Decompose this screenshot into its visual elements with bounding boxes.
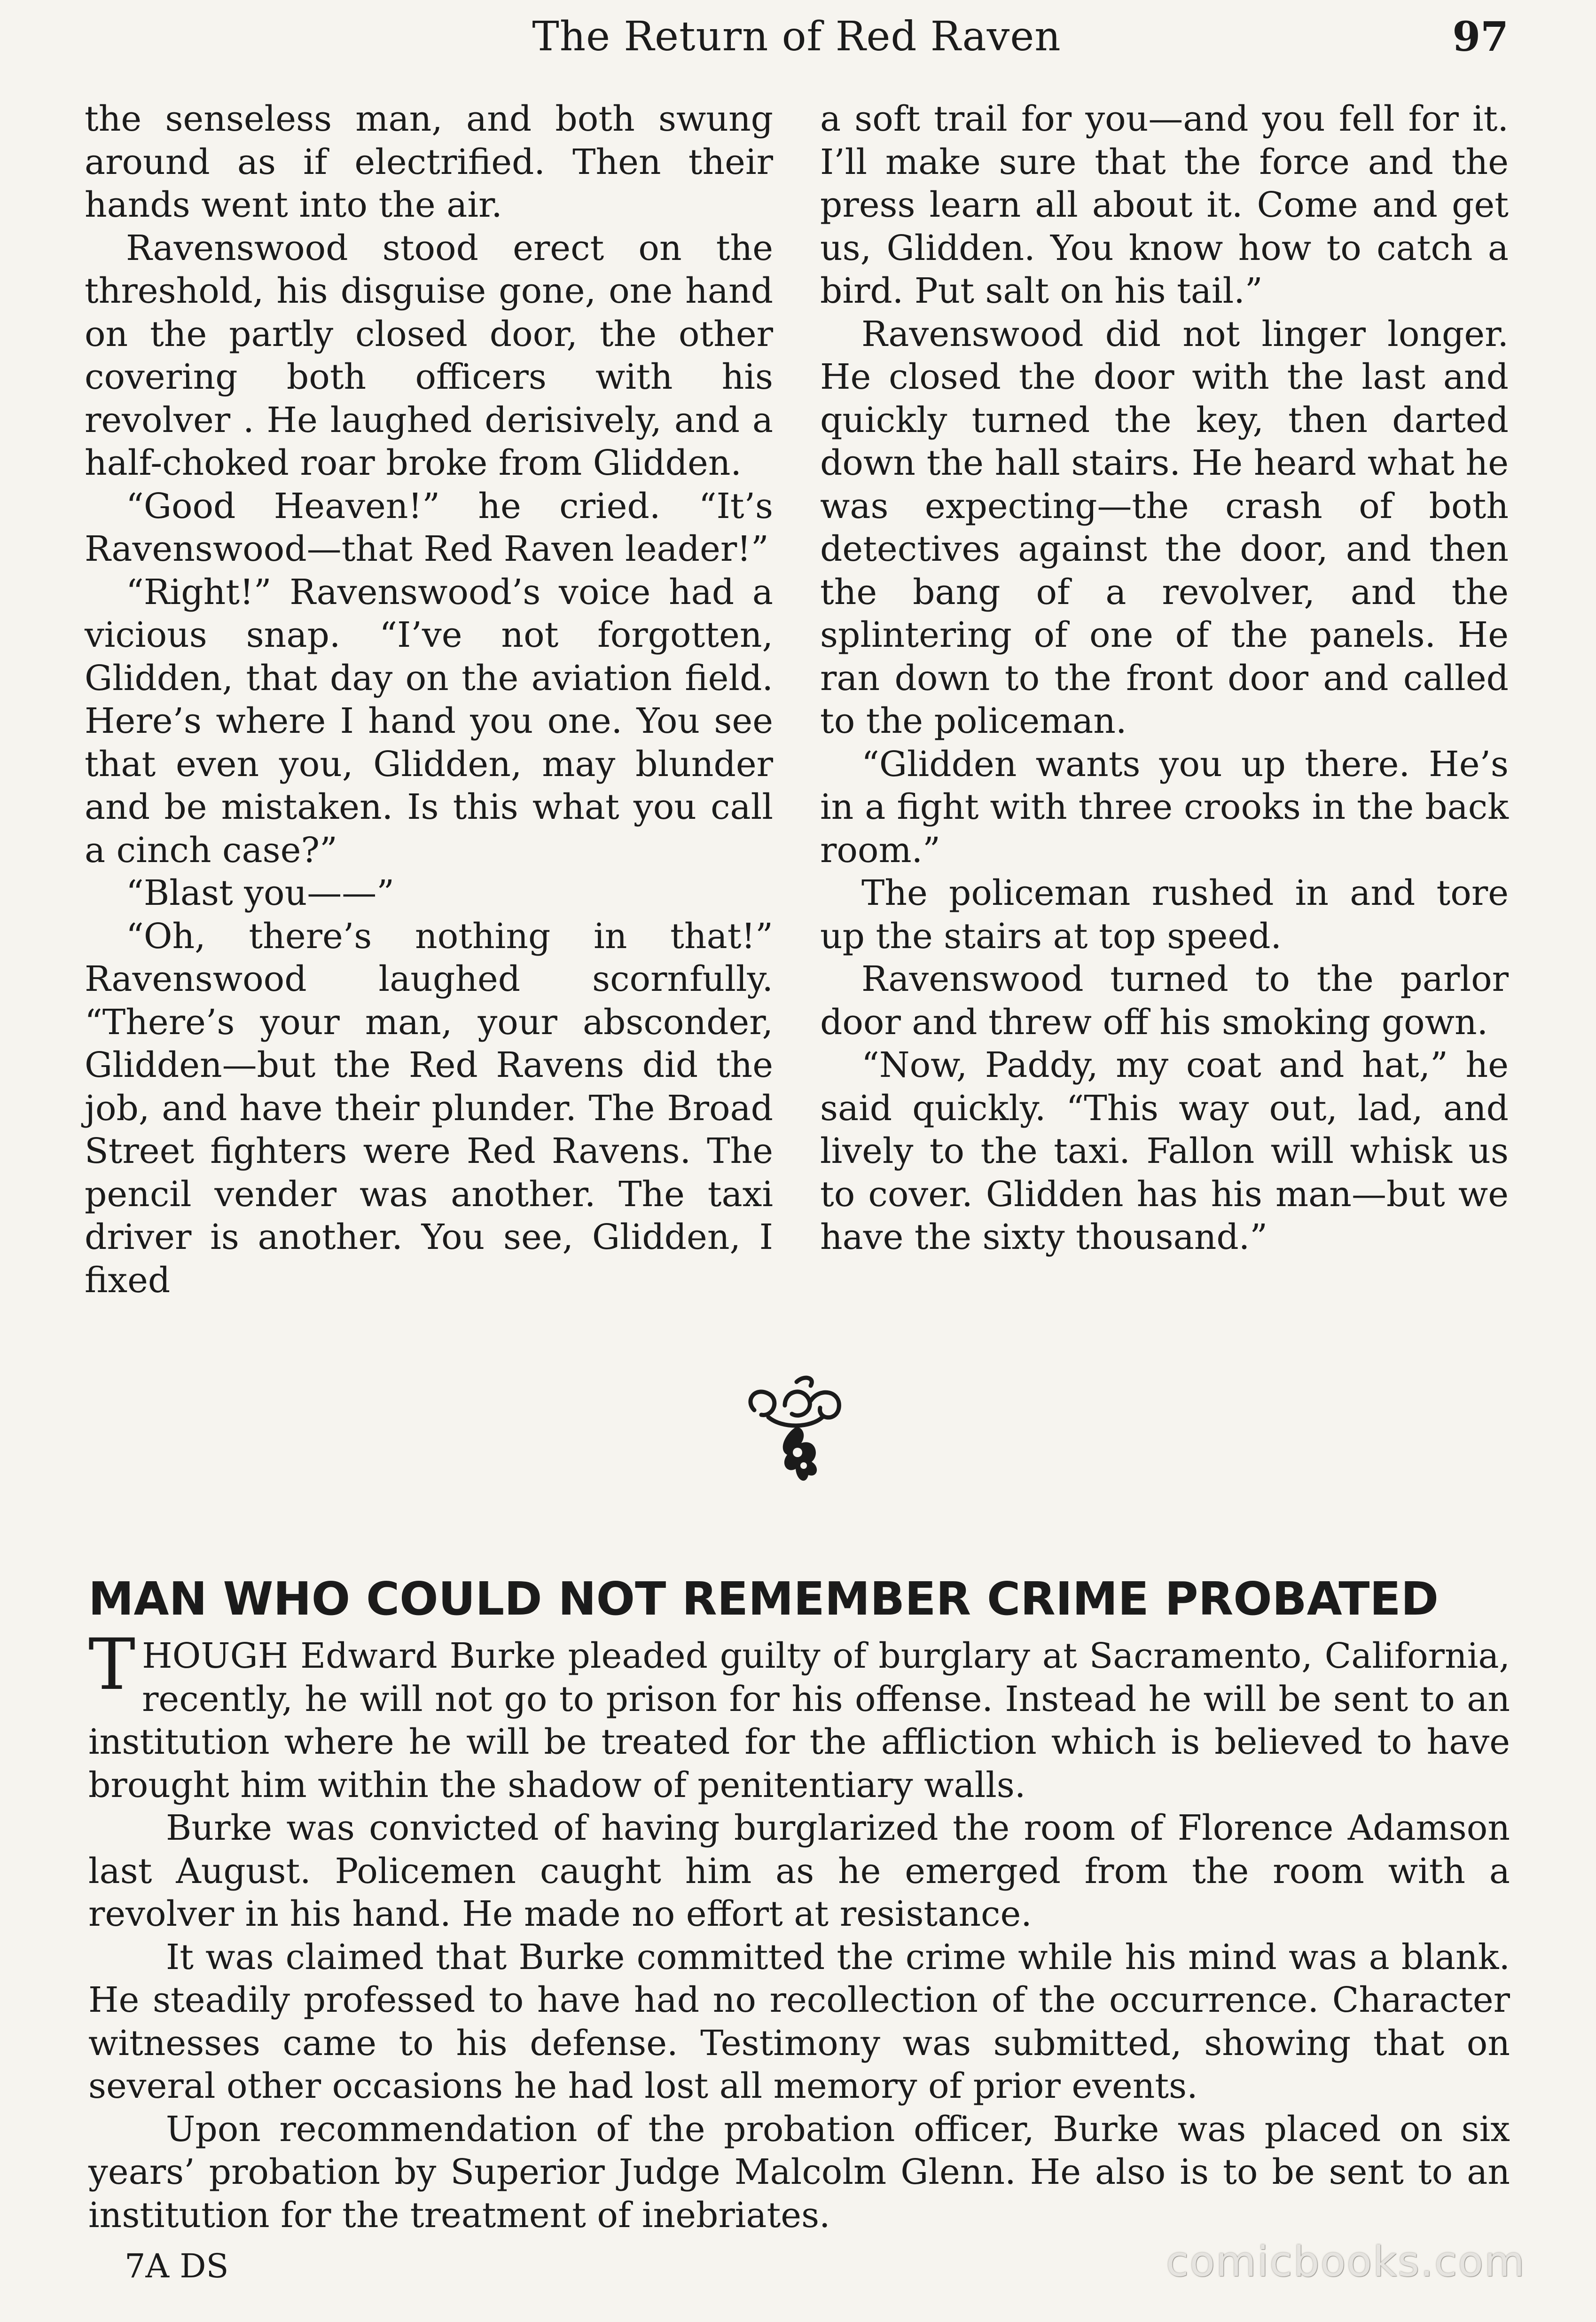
running-header	[85, 13, 1509, 70]
running-title: The Return of Red Raven	[532, 13, 1061, 60]
paragraph: “Right!” Ravenswood’s voice had a vicious snap. “I’ve not forgotten, Glidden, that day on the aviation field. Here’s where I hand you one. You see that even you, Glidden, may blunder and be mistaken. Is this what you call a cinch case?”	[85, 572, 773, 871]
paragraph: “Blast you——”	[126, 873, 395, 913]
paragraph: It was claimed that Burke committed the crime while his mind was a blank. He steadily professed to have had no recollection of the occurrence. Character witnesses came to his defense. Testimony was submitted, showing that on several other occasions he had lost all memory of prior events.	[88, 1937, 1510, 2106]
paragraph: “Oh, there’s nothing in that!” Ravenswood laughed scornfully. “There’s your man, your absconder, Glidden—but the Red Ravens did the job, and have their plunder. The Broad Street fighters were Red Ravens. The pencil vender was another. The taxi driver is another. You see, Glidden, I fixed	[85, 916, 773, 1301]
signature-code: 7A DS	[125, 2247, 229, 2285]
paragraph: the senseless man, and both swung around as if electrified. Then their hands went into the air.	[85, 99, 773, 225]
watermark: comicbooks.com	[1166, 2237, 1526, 2286]
paragraph: Upon recommendation of the probation officer, Burke was placed on six years’ probation by Superior Judge Malcolm Glenn. He also is to be sent to an institution for the treatment of inebriates.	[88, 2109, 1510, 2236]
paragraph: Ravenswood stood erect on the threshold, his disguise gone, one hand on the partly closed door, the other covering both officers with his revolver . He laughed derisively, and a half-choked roar broke from Glidden.	[85, 227, 773, 483]
paragraph: “Now, Paddy, my coat and hat,” he said quickly. “This way out, lad, and lively to the taxi. Fallon will whisk us to cover. Glidden has his man—but we have the sixty thousand.”	[820, 1045, 1509, 1257]
paragraph: Ravenswood turned to the parlor door and threw off his smoking gown.	[820, 959, 1509, 1043]
paragraph: Burke was convicted of having burglarized the room of Florence Adamson last August. Policemen caught him as he emerged from the room with a revolver in his hand. He made no effort at resistance.	[88, 1808, 1510, 1934]
paragraph: Ravenswood did not linger longer. He closed the door with the last and quickly turned the key, then darted down the hall stairs. He heard what he was expecting—the crash of both detectives against the door, and then the bang of a revolver, and the splintering of one of the panels. He ran down to the front door and called to the policeman.	[820, 314, 1509, 741]
left-column	[85, 98, 773, 1302]
paragraph: The policeman rushed in and tore up the stairs at top speed.	[820, 873, 1509, 957]
paragraph: “Glidden wants you up there. He’s in a fight with three crooks in the back room.”	[820, 744, 1509, 871]
right-column	[820, 98, 1509, 1259]
article-body	[88, 1624, 1510, 2237]
article-headline: MAN WHO COULD NOT REMEMBER CRIME PROBATED	[88, 1572, 1439, 1625]
paragraph: a soft trail for you—and you fell for it. I’ll make sure that the force and the press learn all about it. Come and get us, Glidden. You know how to catch a bird. Put salt on his tail.”	[820, 99, 1509, 311]
paragraph: “Good Heaven!” he cried. “It’s Ravenswood—that Red Raven leader!”	[85, 486, 773, 569]
page-number: 97	[1452, 13, 1509, 61]
floral-ornament-icon	[740, 1373, 853, 1495]
article-first-paragraph	[88, 1624, 1510, 1807]
news-article	[88, 1572, 1510, 2237]
drop-cap: T	[88, 1624, 136, 1706]
first-paragraph-text: HOUGH Edward Burke pleaded guilty of burglary at Sacramento, California, recently, he will not go to prison for his offense. Instead he will be sent to an institution where he will be treated for the affliction which is believed to have brought him within the shadow of penitentiary walls.	[88, 1636, 1510, 1805]
